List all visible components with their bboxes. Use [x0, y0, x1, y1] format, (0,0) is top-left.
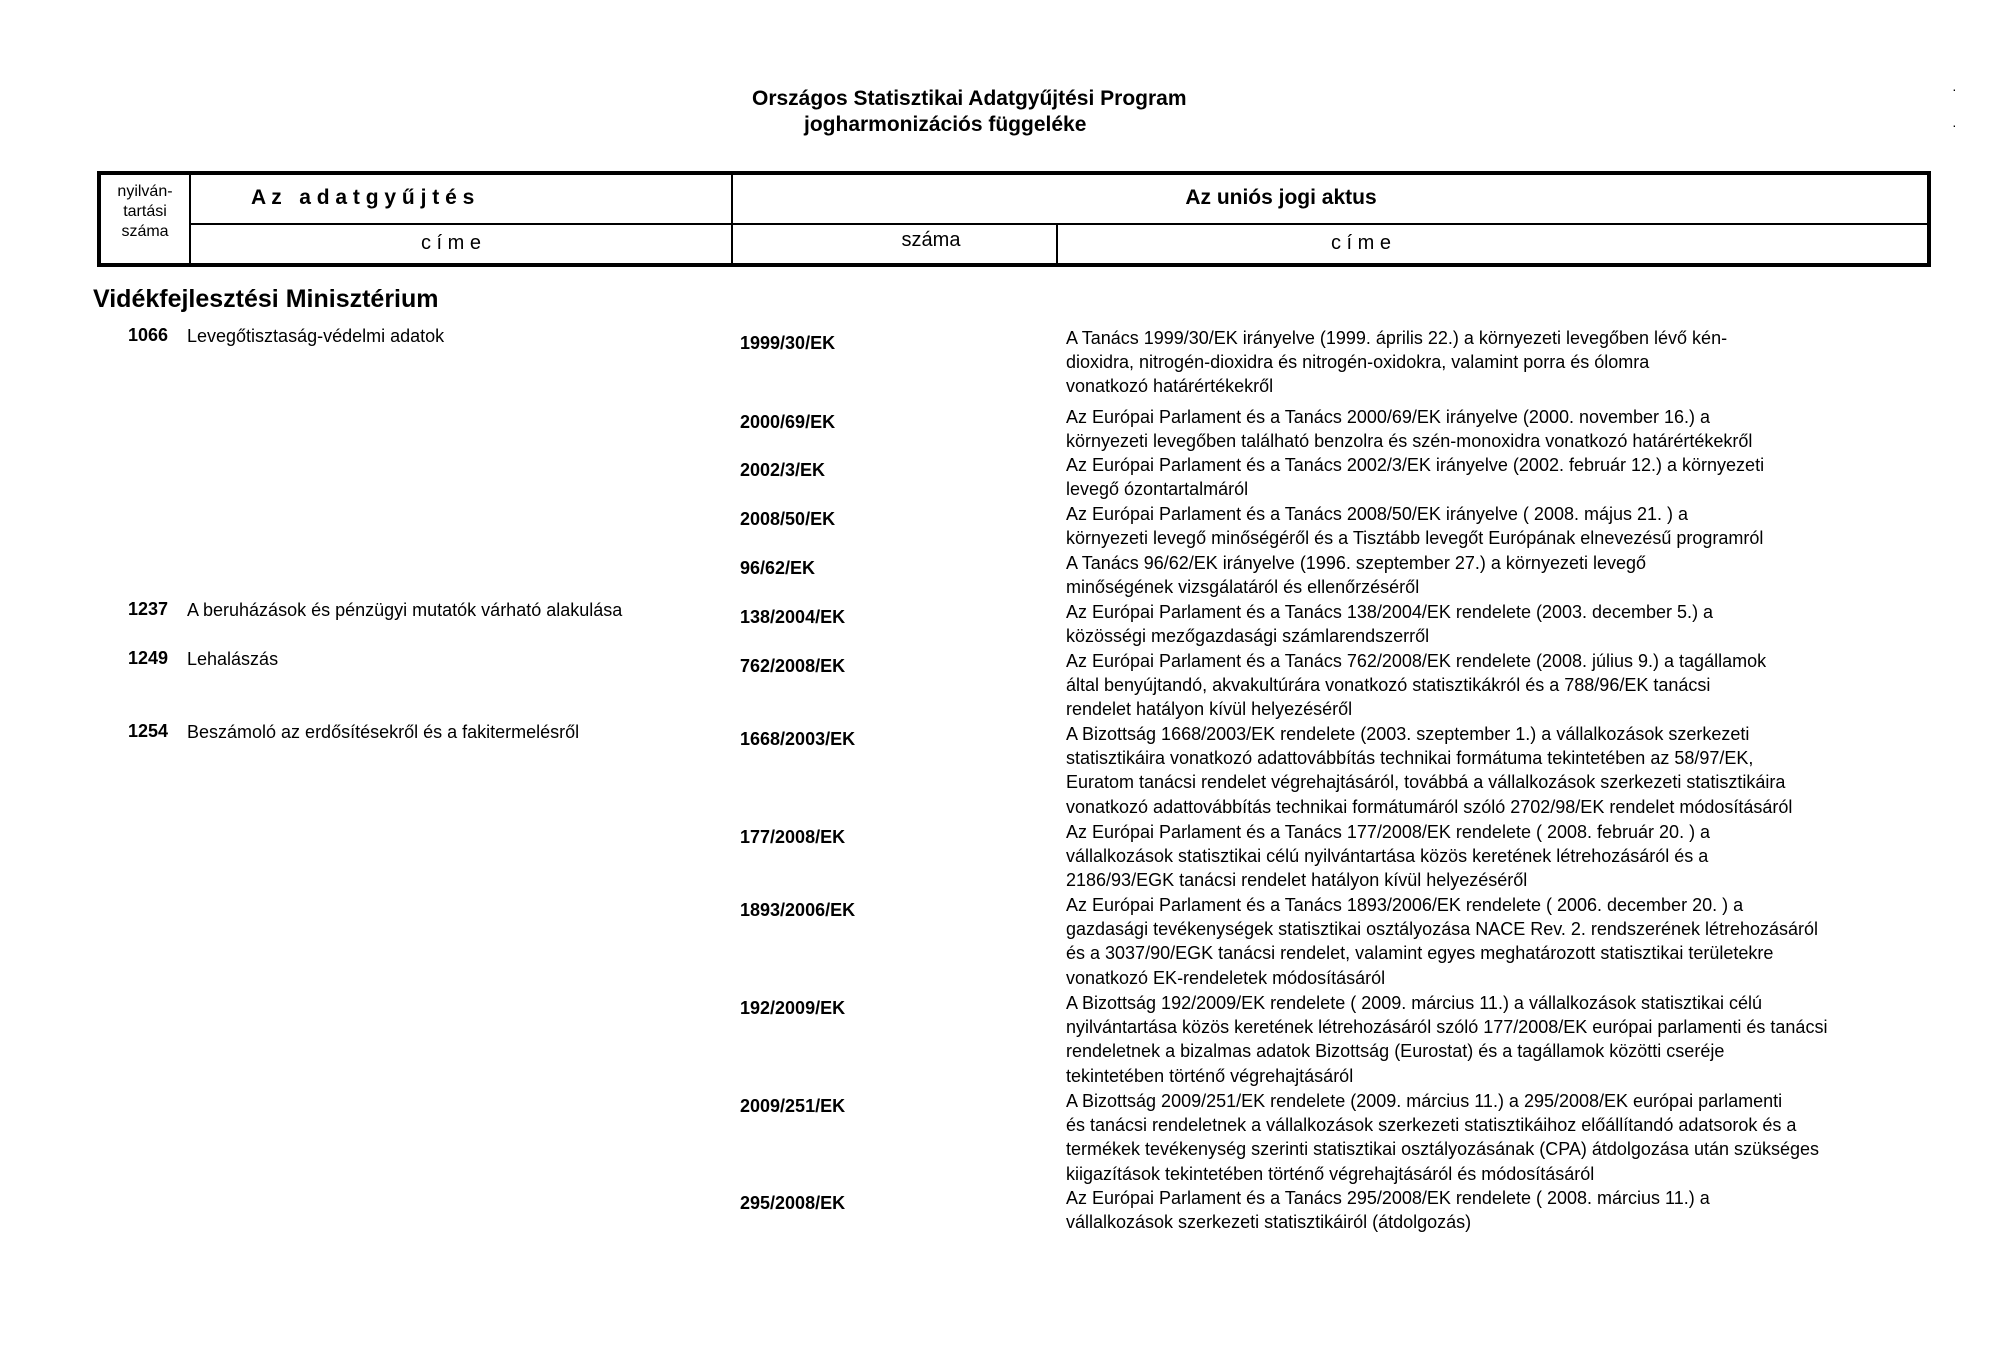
eu-act-title: A Bizottság 1668/2003/EK rendelete (2003. szeptember 1.) a vállalkozások szerkezeti statisztikáira vonatkozó adattovábbítás technikai formátuma tekintetében az 58/97/EK, Euratom tanácsi rendelet végrehajtásáról, továbbá a vállalkozások szerkezeti statisztikáira vonatkozó adattovábbítás technikai formátumáról szóló 2702/98/EK rendelet módosításáról — [1066, 724, 1793, 817]
collection-number: 1066 — [127, 325, 168, 345]
header-collection-title-label: c í m e — [420, 232, 481, 254]
eu-act-number: 2002/3/EK — [740, 460, 826, 480]
title-line-2: jogharmonizációs függeléke — [804, 113, 1087, 136]
eu-act-number: 2008/50/EK — [740, 509, 836, 529]
eu-act-number: 1893/2006/EK — [740, 900, 856, 920]
header-divider-2 — [731, 175, 733, 263]
dot-mark-bottom: · — [1952, 117, 1957, 133]
eu-act-number: 2009/251/EK — [740, 1096, 846, 1116]
eu-act-title: Az Európai Parlament és a Tanács 2002/3/EK irányelve (2002. február 12.) a környezeti levegő ózontartalmáról — [1066, 455, 1765, 500]
eu-act-title: A Tanács 1999/30/EK irányelve (1999. április 22.) a környezeti levegőben lévő kén- dioxidra, nitrogén-dioxidra és nitrogén-oxidokra, valamint porra és ólomra vonatkozó határértékekről — [1066, 328, 1728, 397]
title-line-1: Országos Statisztikai Adatgyűjtési Program — [752, 87, 1187, 110]
collection-name: Beszámoló az erdősítésekről és a fakitermelésről — [187, 722, 580, 742]
header-row-divider — [189, 223, 1927, 225]
ministry-heading: Vidékfejlesztési Minisztérium — [93, 285, 439, 313]
eu-act-title: Az Európai Parlament és a Tanács 295/2008/EK rendelete ( 2008. március 11.) a vállalkozások szerkezeti statisztikáiról (átdolgozás) — [1066, 1188, 1710, 1233]
eu-act-number: 96/62/EK — [740, 558, 816, 578]
collection-name: Lehalászás — [187, 649, 279, 669]
table-header — [97, 171, 1931, 267]
eu-act-title: A Tanács 96/62/EK irányelve (1996. szeptember 27.) a környezeti levegő minőségének vizsgálatáról és ellenőrzéséről — [1066, 553, 1647, 598]
eu-act-title: A Bizottság 2009/251/EK rendelete (2009. március 11.) a 295/2008/EK európai parlamenti és tanácsi rendeletnek a vállalkozások szerkezeti statisztikáihoz előállítandó adatsorok és a termékek tevékenység szerinti statisztikai osztályozásának (CPA) átdolgozása után szükséges kiigazítások tekintetében történő végrehajtásáról és módosításáról — [1066, 1091, 1820, 1184]
collection-number: 1254 — [127, 721, 168, 741]
eu-act-title: Az Európai Parlament és a Tanács 2008/50/EK irányelve ( 2008. május 21. ) a környezeti levegő minőségéről és a Tisztább levegőt Európának elnevezésű programról — [1066, 504, 1764, 549]
collection-name: Levegőtisztaság-védelmi adatok — [187, 326, 445, 346]
header-divider-1 — [189, 175, 191, 263]
eu-act-title: Az Európai Parlament és a Tanács 2000/69/EK irányelve (2000. november 16.) a környezeti levegőben található benzolra és szén-monoxidra vonatkozó határértékekről — [1066, 407, 1753, 452]
collection-number: 1249 — [127, 648, 168, 668]
dot-mark-top: · — [1952, 81, 1957, 97]
eu-act-title: A Bizottság 192/2009/EK rendelete ( 2009. március 11.) a vállalkozások statisztikai célú nyilvántartása közös keretének létrehozásáról szóló 177/2008/EK európai parlamenti és tanácsi rendeletnek a bizalmas adatok Bizottság (Eurostat) és a tagállamok közötti cseréje tekintetében történő végrehajtásáról — [1066, 993, 1828, 1086]
header-number-label: nyilván- tartási száma — [117, 183, 173, 240]
eu-act-title: Az Európai Parlament és a Tanács 762/2008/EK rendelete (2008. július 9.) a tagállamok által benyújtandó, akvakultúrára vonatkozó statisztikákról és a 788/96/EK tanácsi rendelet hatályon kívül helyezéséről — [1066, 651, 1767, 720]
eu-act-title: Az Európai Parlament és a Tanács 177/2008/EK rendelete ( 2008. február 20. ) a vállalkozások statisztikai célú nyilvántartása közös keretének létrehozásáról és a 2186/93/EGK tanácsi rendelet hatályon kívül helyezéséről — [1066, 822, 1711, 891]
eu-act-number: 762/2008/EK — [740, 656, 846, 676]
header-collection-label: A z a d a t g y ű j t é s — [251, 186, 475, 209]
header-divider-3 — [1056, 225, 1058, 263]
header-eu-act-title-label: c í m e — [1330, 232, 1391, 254]
eu-act-title: Az Európai Parlament és a Tanács 138/2004/EK rendelete (2003. december 5.) a közösségi mezőgazdasági számlarendszerről — [1066, 602, 1714, 647]
header-eu-act-label: Az uniós jogi aktus — [1185, 186, 1377, 209]
collection-name: A beruházások és pénzügyi mutatók várható alakulása — [187, 600, 623, 620]
header-eu-act-number-label: száma — [901, 229, 961, 251]
collection-number: 1237 — [127, 599, 168, 619]
eu-act-number: 2000/69/EK — [740, 412, 836, 432]
eu-act-number: 1668/2003/EK — [740, 729, 856, 749]
eu-act-number: 177/2008/EK — [740, 827, 846, 847]
eu-act-title: Az Európai Parlament és a Tanács 1893/2006/EK rendelete ( 2006. december 20. ) a gazdasági tevékenységek statisztikai osztályozása NACE Rev. 2. rendszerének létrehozásáról és a 3037/90/EGK tanácsi rendelet, valamint egyes meghatározott statisztikai területekre vonatkozó EK-rendeletek módosításáról — [1066, 895, 1819, 988]
eu-act-number: 295/2008/EK — [740, 1193, 846, 1213]
eu-act-number: 1999/30/EK — [740, 333, 836, 353]
eu-act-number: 138/2004/EK — [740, 607, 846, 627]
eu-act-number: 192/2009/EK — [740, 998, 846, 1018]
